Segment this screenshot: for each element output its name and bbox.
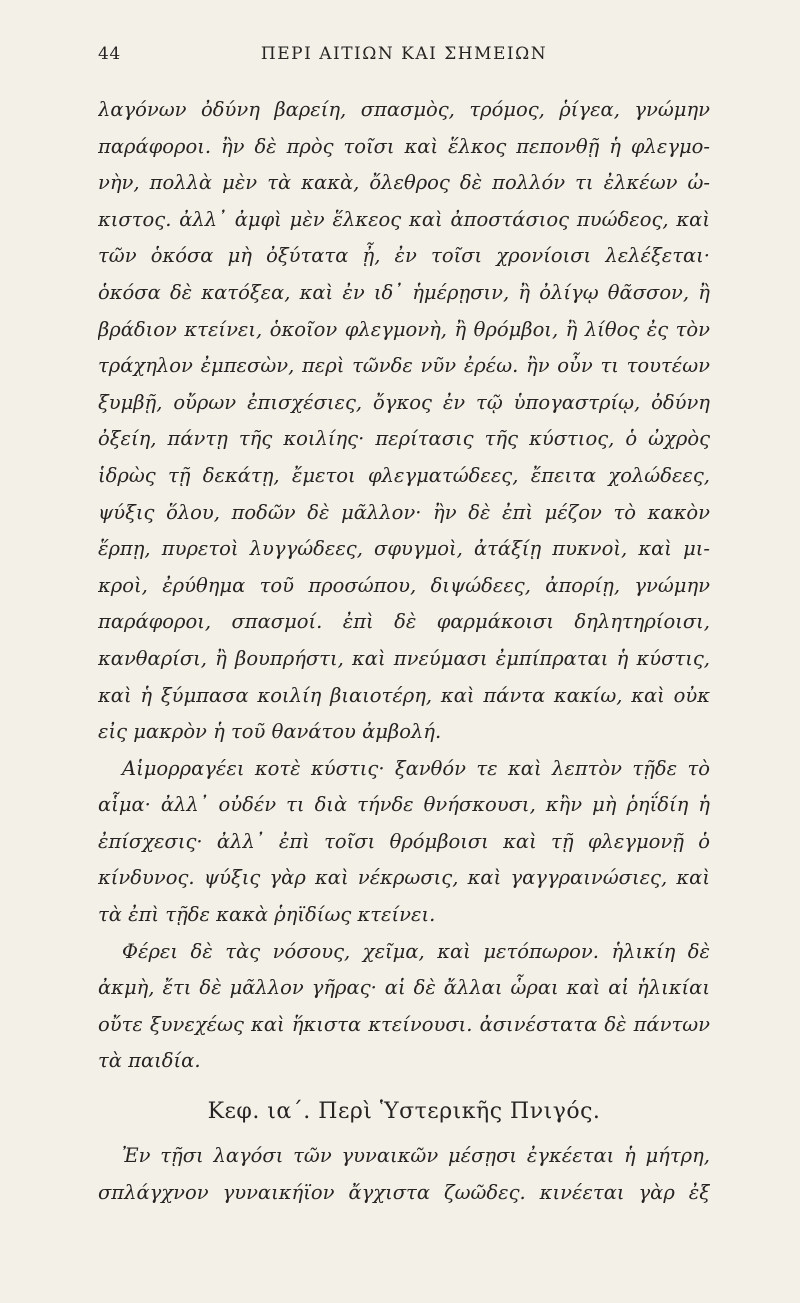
text-line: ξυμβῇ, οὔρων ἐπισχέσιες, ὄγκος ἐν τῷ ὑπογαστρίῳ, ὀδύνη	[98, 390, 710, 414]
paragraph-3	[98, 934, 710, 1080]
paragraph-4	[98, 1138, 710, 1211]
text-line: τὰ παιδία.	[98, 1049, 201, 1073]
text-line: παράφοροι. ἢν δὲ πρὸς τοῖσι καὶ ἕλκος πεπονθῇ ἡ φλεγμο-	[98, 134, 710, 158]
text-line: Αἱμορραγέει κοτὲ κύστις· ξανθόν τε καὶ λεπτὸν τῇδε τὸ	[122, 756, 710, 780]
text-line: καὶ ἡ ξύμπασα κοιλίη βιαιοτέρη, καὶ πάντα κακίω, καὶ οὐκ	[98, 683, 710, 707]
text-line: κανθαρίσι, ἢ βουπρήστι, καὶ πνεύμασι ἐμπίπραται ἡ κύστις,	[98, 646, 710, 670]
text-line: ἀκμὴ, ἔτι δὲ μᾶλλον γῆρας· αἱ δὲ ἄλλαι ὧραι καὶ αἱ ἡλικίαι	[98, 976, 710, 1000]
text-line: αἷμα· ἀλλ᾽ οὐδέν τι διὰ τήνδε θνήσκουσι, κἢν μὴ ῥηΐδίη ἡ	[98, 793, 710, 817]
text-line: τράχηλον ἐμπεσὼν, περὶ τῶνδε νῦν ἐρέω. ἢν οὖν τι τουτέων	[98, 354, 710, 378]
text-line: κιστος. ἀλλ᾽ ἀμφὶ μὲν ἕλκεος καὶ ἀποστάσιος πυώδεος, καὶ	[98, 207, 710, 231]
paragraph-1	[98, 92, 710, 751]
text-line: ἕρπῃ, πυρετοὶ λυγγώδεες, σφυγμοὶ, ἀτάξίῃ πυκνοὶ, καὶ μι-	[98, 537, 710, 561]
text-line: τῶν ὁκόσα μὴ ὀξύτατα ᾖ, ἐν τοῖσι χρονίοισι λελέξεται·	[98, 244, 710, 268]
text-line: ἐπίσχεσις· ἀλλ᾽ ἐπὶ τοῖσι θρόμβοισι καὶ τῇ φλεγμονῇ ὁ	[98, 829, 710, 853]
chapter-heading: Κεφ. ια΄. Περὶ Ὑστερικῆς Πνιγός.	[207, 1099, 601, 1125]
text-line: ὁκόσα δὲ κατόξεα, καὶ ἐν ιδ᾽ ἡμέρῃσιν, ἢ ὀλίγῳ θᾶσσον, ἢ	[98, 280, 710, 304]
text-line: οὔτε ξυνεχέως καὶ ἥκιστα κτείνουσι. ἀσινέστατα δὲ πάντων	[98, 1012, 710, 1036]
text-line: Ἐν τῇσι λαγόσι τῶν γυναικῶν μέσῃσι ἐγκέεται ἡ μήτρη,	[122, 1144, 710, 1168]
text-line: εἰς μακρὸν ἡ τοῦ θανάτου ἀμβολή.	[98, 720, 442, 744]
paragraph-2	[98, 751, 710, 934]
text-line: λαγόνων ὀδύνη βαρείη, σπασμὸς, τρόμος, ῥίγεα, γνώμην	[98, 98, 710, 121]
text-line: παράφοροι, σπασμοί. ἐπὶ δὲ φαρμάκοισι δηλητηρίοισι,	[98, 610, 710, 634]
text-line: κίνδυνος. ψύξις γὰρ καὶ νέκρωσις, καὶ γαγγραινώσιες, καὶ	[98, 866, 710, 890]
text-line: ὀξείη, πάντῃ τῆς κοιλίης· περίτασις τῆς κύστιος, ὁ ὠχρὸς	[98, 427, 710, 451]
text-line: ψύξις ὅλου, ποδῶν δὲ μᾶλλον· ἢν δὲ ἐπὶ μέζον τὸ κακὸν	[98, 500, 710, 524]
text-line: τὰ ἐπὶ τῇδε κακὰ ῥηϊδίως κτείνει.	[98, 903, 436, 927]
text-line: νὴν, πολλὰ μὲν τὰ κακὰ, ὄλεθρος δὲ πολλόν τι ἐλκέων ὠ-	[98, 171, 710, 195]
text-line: Φέρει δὲ τὰς νόσους, χεῖμα, καὶ μετόπωρον. ἡλικίη δὲ	[122, 939, 710, 963]
text-line: σπλάγχνον γυναικήϊον ἄγχιστα ζωῶδες. κινέεται γὰρ ἐξ	[98, 1180, 710, 1204]
text-line: κροὶ, ἐρύθημα τοῦ προσώπου, διψώδεες, ἀπορίῃ, γνώμην	[98, 573, 710, 597]
body-text	[98, 92, 710, 1211]
text-line: βράδιον κτείνει, ὁκοῖον φλεγμονὴ, ἢ θρόμβοι, ἢ λίθος ἐς τὸν	[98, 317, 710, 341]
text-line: ἱδρὼς τῇ δεκάτῃ, ἔμετοι φλεγματώδεες, ἔπειτα χολώδεες,	[98, 463, 710, 487]
page-number: 44	[98, 44, 121, 64]
running-head	[98, 44, 710, 70]
running-title: ΠΕΡΙ ΑΙΤΙΩΝ ΚΑΙ ΣΗΜΕΙΩΝ	[260, 44, 548, 64]
